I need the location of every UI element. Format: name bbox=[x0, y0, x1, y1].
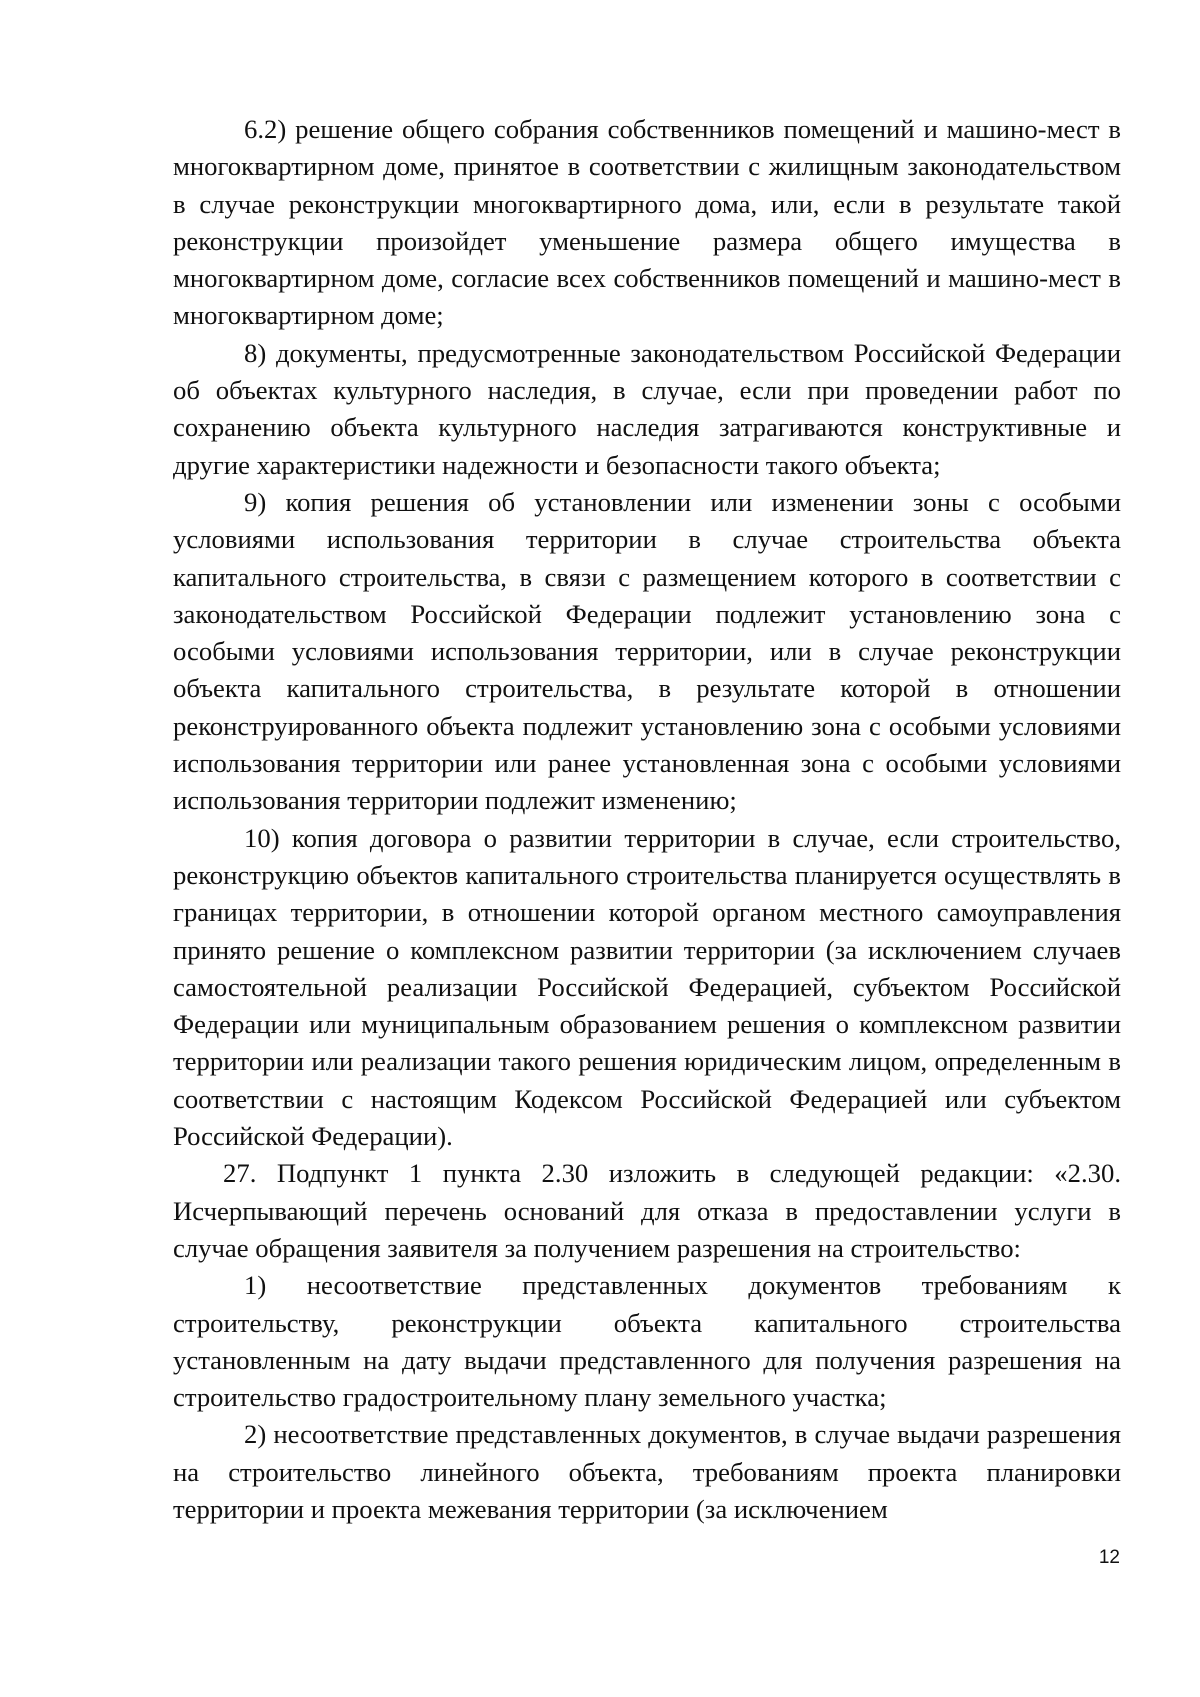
paragraph-item-1: 1) несоответствие представленных документов требованиям к строительству, реконструкции объекта капитального строительства установленным на дату выдачи представленного для получения разрешения на строительство градостроительному плану земельного участка; bbox=[173, 1270, 1121, 1413]
document-body bbox=[173, 111, 1121, 1528]
page-number: 12 bbox=[1098, 1547, 1120, 1568]
paragraph-item-2: 2) несоответствие представленных документов, в случае выдачи разрешения на строительство линейного объекта, требованиям проекта планировки территории и проекта межевания территории (за исключением bbox=[173, 1419, 1121, 1524]
paragraph-10: 10) копия договора о развитии территории в случае, если строительство, реконструкцию объектов капитального строительства планируется осуществлять в границах территории, в отношении которой органом местного самоуправления принято решение о комплексном развитии территории (за исключением случаев самостоятельной реализации Российской Федерацией, субъектом Российской Федерации или муниципальным образованием решения о комплексном развитии территории или реализации такого решения юридическим лицом, определенным в соответствии с настоящим Кодексом Российской Федерацией или субъектом Российской Федерации). bbox=[173, 822, 1121, 1152]
paragraph-clause-27: 27. Подпункт 1 пункта 2.30 изложить в следующей редакции: «2.30. Исчерпывающий перечень оснований для отказа в предоставлении услуги в случае обращения заявителя за получением разрешения на строительство: bbox=[173, 1158, 1121, 1263]
paragraph-9: 9) копия решения об установлении или изменении зоны с особыми условиями использования территории в случае строительства объекта капитального строительства, в связи с размещением которого в соответствии с законодательством Российской Федерации подлежит установлению зона с особыми условиями использования территории, или в случае реконструкции объекта капитального строительства, в результате которой в отношении реконструированного объекта подлежит установлению зона с особыми условиями использования территории или ранее установленная зона с особыми условиями использования территории подлежит изменению; bbox=[173, 486, 1121, 816]
paragraph-8: 8) документы, предусмотренные законодательством Российской Федерации об объектах культурного наследия, в случае, если при проведении работ по сохранению объекта культурного наследия затрагиваются конструктивные и другие характеристики надежности и безопасности такого объекта; bbox=[173, 337, 1121, 480]
paragraph-6-2: 6.2) решение общего собрания собственников помещений и машино-мест в многоквартирном доме, принятое в соответствии с жилищным законодательством в случае реконструкции многоквартирного дома, или, если в результате такой реконструкции произойдет уменьшение размера общего имущества в многоквартирном доме, согласие всех собственников помещений и машино-мест в многоквартирном доме; bbox=[173, 114, 1121, 331]
